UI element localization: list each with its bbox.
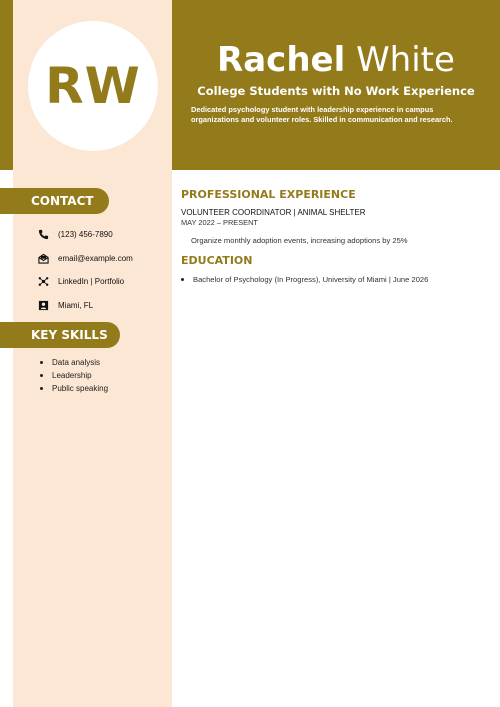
bullet-icon	[181, 278, 184, 281]
monogram-initials: RW	[45, 57, 141, 115]
education-item	[181, 275, 428, 284]
network-icon	[38, 276, 49, 287]
skill-label: Public speaking	[52, 384, 109, 394]
contact-location	[38, 294, 168, 318]
contact-links	[38, 270, 168, 294]
first-name: Rachel	[217, 40, 346, 80]
contact-list	[38, 223, 168, 317]
candidate-name	[172, 36, 500, 84]
last-name: White	[356, 40, 455, 80]
contact-phone	[38, 223, 168, 247]
skill-label: Leadership	[52, 371, 92, 381]
resume-subtitle: College Students with No Work Experience	[197, 84, 475, 98]
phone-icon	[38, 229, 49, 240]
job-dates: MAY 2022 – PRESENT	[181, 218, 258, 227]
summary-text: Dedicated psychology student with leadership experience in campus organizations and volunteer roles. Skilled in communication and research.	[191, 105, 453, 124]
skill-item	[40, 369, 165, 382]
skill-item	[40, 356, 165, 369]
contact-phone-text: (123) 456-7890	[58, 230, 113, 240]
skills-heading: KEY SKILLS	[0, 322, 120, 348]
monogram-circle	[28, 21, 158, 151]
contact-email	[38, 247, 168, 271]
education-text: Bachelor of Psychology (In Progress), University of Miami | June 2026	[193, 275, 429, 284]
job-description: Organize monthly adoption events, increasing adoptions by 25%	[191, 236, 408, 245]
contact-location-text: Miami, FL	[58, 300, 94, 310]
education-heading: EDUCATION	[181, 254, 253, 267]
bullet-icon	[40, 374, 43, 377]
location-icon	[38, 300, 49, 311]
skill-label: Data analysis	[52, 358, 101, 368]
bullet-icon	[40, 387, 43, 390]
skills-list	[40, 356, 165, 396]
skill-item	[40, 382, 165, 395]
contact-links-text: LinkedIn | Portfolio	[58, 277, 125, 287]
contact-email-text: email@example.com	[58, 253, 133, 263]
contact-heading: CONTACT	[0, 188, 109, 214]
envelope-icon	[38, 253, 49, 264]
job-title: VOLUNTEER COORDINATOR | ANIMAL SHELTER	[181, 208, 366, 217]
bullet-icon	[40, 361, 43, 364]
experience-heading: PROFESSIONAL EXPERIENCE	[181, 188, 356, 201]
